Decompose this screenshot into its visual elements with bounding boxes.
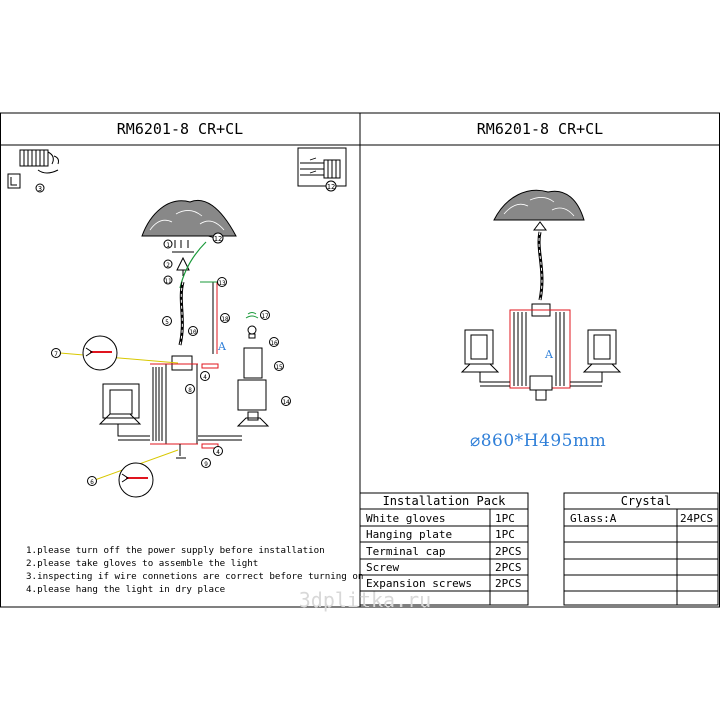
svg-text:9: 9 xyxy=(204,461,208,468)
svg-text:11: 11 xyxy=(164,278,172,285)
callout-7 xyxy=(52,349,61,359)
callout-10 xyxy=(189,327,198,337)
pack-qty: 1PC xyxy=(495,528,515,541)
glove-icon xyxy=(8,150,59,188)
svg-text:4: 4 xyxy=(203,374,207,381)
pack-qty: 1PC xyxy=(495,512,515,525)
right-panel-title: RM6201-8 CR+CL xyxy=(476,120,604,138)
crystal-item: Glass:A xyxy=(570,512,617,525)
instruction-4: 4.please hang the light in dry place xyxy=(26,584,226,595)
fixture-body-exploded xyxy=(150,356,218,458)
pack-qty: 2PCS xyxy=(495,545,522,558)
shade-parts xyxy=(238,313,266,421)
svg-text:4: 4 xyxy=(216,449,220,456)
callout-3 xyxy=(36,184,44,193)
pack-item: Screw xyxy=(366,561,400,574)
svg-text:3: 3 xyxy=(37,185,43,193)
svg-text:16: 16 xyxy=(270,340,278,347)
callout-12-connector xyxy=(326,181,336,191)
callout-18 xyxy=(221,314,230,324)
svg-text:17: 17 xyxy=(261,313,269,320)
callout-2 xyxy=(164,260,172,269)
terminal-connector-icon xyxy=(298,148,346,186)
dimensions-label: ⌀860*H495mm xyxy=(470,431,607,451)
svg-text:6: 6 xyxy=(90,479,94,486)
crystal-qty: 24PCS xyxy=(680,512,714,525)
assembled-body xyxy=(510,304,570,400)
pack-qty: 2PCS xyxy=(495,577,522,590)
svg-text:13: 13 xyxy=(218,280,226,287)
assembled-arm-left xyxy=(462,330,510,386)
callout-17 xyxy=(261,311,270,321)
callout-15 xyxy=(275,362,284,372)
callout-8 xyxy=(186,385,195,395)
svg-text:2: 2 xyxy=(166,262,170,269)
left-panel-title: RM6201-8 CR+CL xyxy=(116,120,244,138)
svg-text:18: 18 xyxy=(221,316,229,323)
instruction-1: 1.please turn off the power supply before installation xyxy=(26,545,325,556)
pack-item: Expansion screws xyxy=(366,577,472,590)
watermark: 3dplitka.ru xyxy=(298,588,432,612)
detail-magnifier-bottom xyxy=(92,450,178,497)
callout-5 xyxy=(163,317,172,327)
instruction-2: 2.please take gloves to assemble the light xyxy=(26,558,259,569)
pack-item: Terminal cap xyxy=(366,545,446,558)
assembled-chain xyxy=(534,222,546,300)
svg-text:7: 7 xyxy=(54,351,58,358)
callout-4-bottom xyxy=(214,447,223,457)
callout-13 xyxy=(218,278,227,288)
arm-right xyxy=(198,418,268,440)
callout-6 xyxy=(88,477,97,487)
installation-pack-rows xyxy=(366,512,522,590)
svg-text:10: 10 xyxy=(189,329,197,336)
callout-1 xyxy=(164,240,172,249)
installation-pack-header: Installation Pack xyxy=(382,494,506,508)
assembled-canopy xyxy=(494,190,584,220)
crystal-header: Crystal xyxy=(620,494,672,508)
pack-item: White gloves xyxy=(366,512,446,525)
callout-9 xyxy=(202,459,211,469)
marker-a-left: A xyxy=(218,340,226,353)
crystal-rows xyxy=(570,512,713,525)
marker-a-right: A xyxy=(545,348,553,361)
callout-14 xyxy=(282,397,291,407)
suspension-chain xyxy=(180,242,220,354)
detail-magnifier-top xyxy=(60,336,178,370)
callout-16 xyxy=(270,338,279,348)
callout-11 xyxy=(164,276,172,285)
svg-text:15: 15 xyxy=(275,364,283,371)
assembled-arm-right xyxy=(570,330,620,386)
hanging-hardware xyxy=(172,240,194,276)
svg-text:14: 14 xyxy=(282,399,290,406)
crystal-table xyxy=(564,493,718,605)
pack-qty: 2PCS xyxy=(495,561,522,574)
svg-text:12: 12 xyxy=(213,235,223,243)
instruction-3: 3.inspecting if wire connetions are correct before turning on xyxy=(26,571,364,582)
pack-item: Hanging plate xyxy=(366,528,453,541)
svg-text:12: 12 xyxy=(326,183,336,191)
ceiling-canopy xyxy=(142,200,236,236)
svg-text:8: 8 xyxy=(188,387,192,394)
svg-text:1: 1 xyxy=(166,242,170,249)
svg-text:5: 5 xyxy=(165,319,169,326)
callout-4-top xyxy=(201,372,210,382)
arm-shade-left xyxy=(100,384,150,440)
